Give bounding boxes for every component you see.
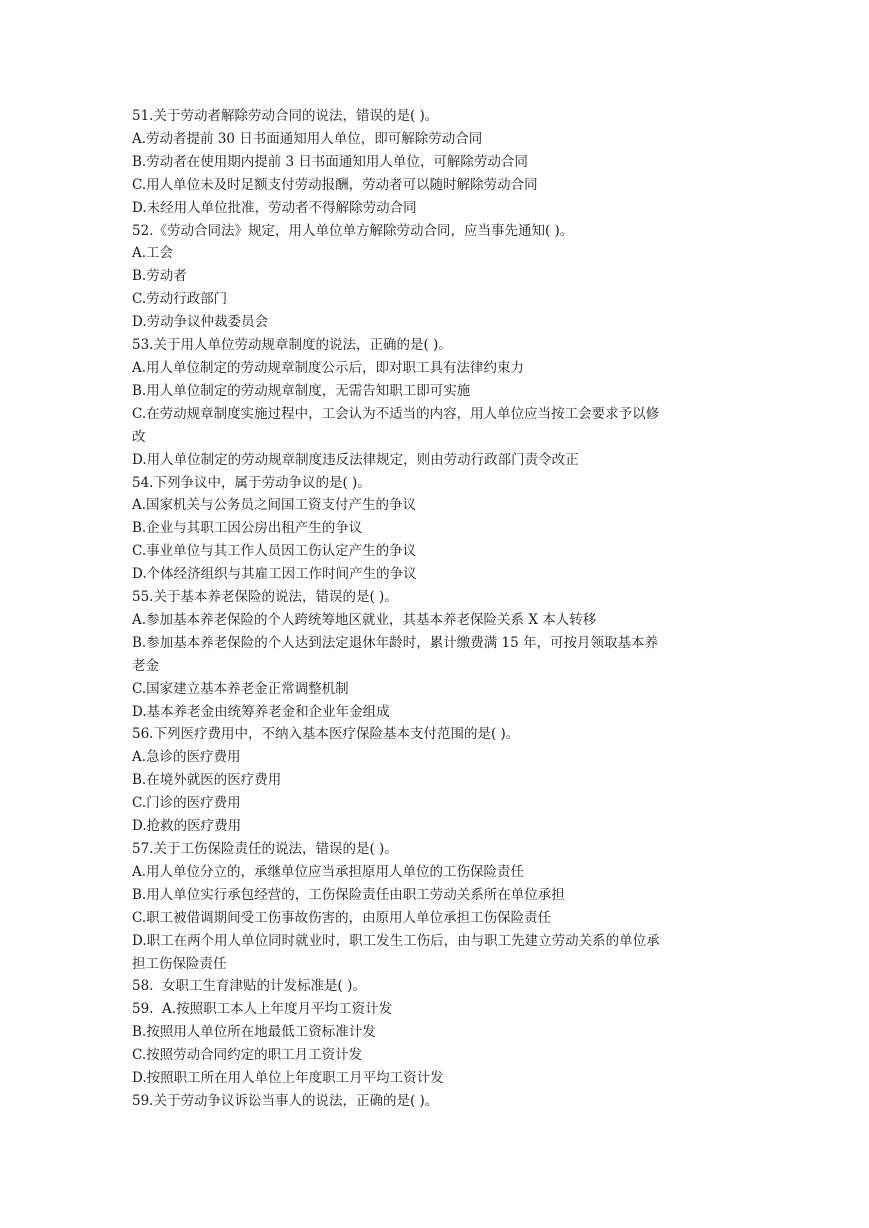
text-line: D.未经用人单位批准，劳动者不得解除劳动合同 [132,199,417,216]
text-line: A.工会 [132,245,174,262]
text-line: D.抢救的医疗费用 [132,818,242,835]
text-line: C.按照劳动合同约定的职工月工资计发 [132,1047,363,1064]
text-line: 55.关于基本养老保险的说法，错误的是( )。 [132,589,398,606]
text-line: C.职工被借调期间受工伤事故伤害的，由原用人单位承担工伤保险责任 [132,909,552,926]
text-line: C.国家建立基本养老金正常调整机制 [132,680,349,697]
text-line: B.用人单位实行承包经营的，工伤保险责任由职工劳动关系所在单位承担 [132,886,565,903]
text-line: B.在境外就医的医疗费用 [132,772,282,789]
text-line: C.用人单位未及时足额支付劳动报酬，劳动者可以随时解除劳动合同 [132,176,538,193]
text-line: D.基本养老金由统筹养老金和企业年金组成 [132,703,390,720]
text-line: B.参加基本养老保险的个人达到法定退休年龄时，累计缴费满 15 年，可按月领取基本养 [132,634,658,651]
text-line: D.个体经济组织与其雇工因工作时间产生的争议 [132,566,417,583]
text-line: D.劳动争议仲裁委员会 [132,314,269,331]
text-line: B.按照用人单位所在地最低工资标准计发 [132,1024,376,1041]
text-line: 52.《劳动合同法》规定，用人单位单方解除劳动合同，应当事先通知( )。 [132,222,574,239]
text-line: 53.关于用人单位劳动规章制度的说法，正确的是( )。 [132,337,452,354]
text-line: A.用人单位分立的，承继单位应当承担原用人单位的工伤保险责任 [132,863,525,880]
text-line: B.劳动者 [132,268,187,285]
text-line: A.参加基本养老保险的个人跨统筹地区就业，其基本养老保险关系 X 本人转移 [132,611,597,628]
text-line: A.国家机关与公务员之间国工资支付产生的争议 [132,497,417,514]
text-line: 51.关于劳动者解除劳动合同的说法，错误的是( )。 [132,108,439,124]
text-line: D.职工在两个用人单位同时就业时，职工发生工伤后，由与职工先建立劳动关系的单位承 [132,932,660,949]
text-line: C.门诊的医疗费用 [132,795,241,812]
text-line: 59.关于劳动争议诉讼当事人的说法，正确的是( )。 [132,1092,439,1109]
text-line: A.急诊的医疗费用 [132,749,241,766]
text-line: A.劳动者提前 30 日书面通知用人单位，即可解除劳动合同 [132,130,483,147]
text-line: 54.下列争议中，属于劳动争议的是( )。 [132,474,371,491]
text-line: B.企业与其职工因公房出租产生的争议 [132,520,363,537]
text-line: 57.关于工伤保险责任的说法，错误的是( )。 [132,841,398,857]
text-line: D.按照职工所在用人单位上年度职工月平均工资计发 [132,1070,444,1087]
text-line: D.用人单位制定的劳动规章制度违反法律规定，则由劳动行政部门责令改正 [132,451,579,468]
text-line: 58. 女职工生育津贴的计发标准是( )。 [132,978,366,995]
text-line: B.用人单位制定的劳动规章制度，无需告知职工即可实施 [132,382,471,399]
text-line: 担工伤保险责任 [132,955,227,972]
text-line: C.在劳动规章制度实施过程中，工会认为不适当的内容，用人单位应当按工会要求予以修 [132,405,660,422]
text-line: C.劳动行政部门 [132,291,228,308]
text-line: 老金 [132,657,159,674]
text-line: 59. A.按照职工本人上年度月平均工资计发 [132,1001,393,1018]
text-line: 56.下列医疗费用中，不纳入基本医疗保险基本支付范围的是( )。 [132,726,520,743]
text-line: C.事业单位与其工作人员因工伤认定产生的争议 [132,543,417,560]
text-line: A.用人单位制定的劳动规章制度公示后，即对职工具有法律约束力 [132,359,525,376]
document-body [132,105,732,1113]
text-line: 改 [132,428,146,445]
text-line: B.劳动者在使用期内提前 3 日书面通知用人单位，可解除劳动合同 [132,153,528,170]
